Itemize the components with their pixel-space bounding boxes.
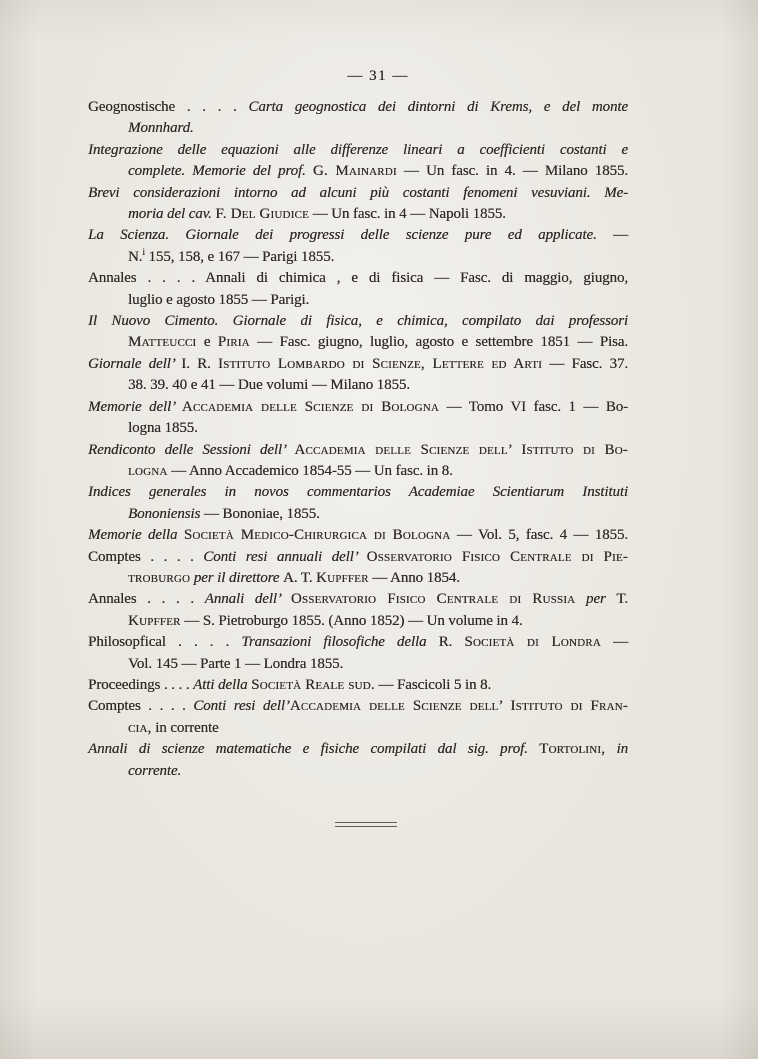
text-segment: Carta geognostica dei dintorni di Krems, e del monte	[248, 99, 628, 115]
entry-line	[88, 418, 628, 439]
bibliography-entry	[88, 739, 628, 782]
bibliography-list	[88, 97, 628, 782]
text-segment: — Bononiae, 1855.	[200, 505, 320, 522]
text-segment: Istituto Lombardo di Scienze, Lettere ed Arti	[217, 355, 543, 372]
entry-line	[88, 440, 628, 461]
bibliography-entry	[88, 440, 628, 483]
text-segment: Piria	[217, 334, 250, 351]
text-segment: Accademia delle Scienze dell’ Istituto di Bo-	[294, 441, 628, 458]
text-segment: A. T.	[283, 569, 317, 586]
text-segment: Transazioni filosofiche della	[241, 634, 439, 651]
entry-line	[88, 675, 628, 696]
text-segment: Annali dell’	[204, 591, 291, 608]
text-segment: Proceedings . . . .	[88, 676, 194, 693]
entry-line	[88, 140, 628, 161]
text-segment: Giornale dell’	[88, 355, 182, 372]
entry-line	[88, 718, 628, 739]
text-segment: Kupffer	[316, 569, 369, 586]
text-segment: — Tomo VI fasc. 1 — Bo-	[439, 398, 628, 415]
text-segment: —	[600, 634, 628, 651]
entry-line	[88, 183, 628, 204]
entry-line	[88, 482, 628, 503]
entry-line	[88, 204, 628, 225]
text-segment: Comptes . . . .	[88, 548, 204, 565]
text-segment: troburgo	[128, 569, 191, 586]
text-segment: logna 1855.	[128, 420, 198, 437]
entry-line	[88, 268, 628, 289]
text-segment: Annales . . . . Annali di chimica , e di fisica — Fasc. di maggio, giugno,	[88, 270, 628, 287]
bibliography-entry	[88, 311, 628, 354]
text-segment: —	[613, 227, 628, 244]
entry-line	[88, 739, 628, 760]
text-segment: Accademia delle Scienze dell’ Istituto di Fran-	[289, 698, 628, 715]
text-segment: Matteucci	[128, 334, 197, 351]
end-divider-double-rule	[335, 822, 397, 827]
text-segment: — Anno 1854.	[368, 569, 460, 586]
text-segment: Comptes . . . .	[88, 698, 194, 715]
text-segment: — Fasc. 37.	[542, 355, 629, 372]
text-segment: R.	[438, 634, 465, 651]
text-segment: Accademia delle Scienze di Bologna	[181, 398, 439, 415]
text-segment: — Un fasc. in 4. — Milano 1855.	[396, 163, 629, 180]
entry-line	[88, 161, 628, 182]
entry-line	[88, 97, 628, 118]
bibliography-entry	[88, 354, 628, 397]
text-segment: Società Medico-Chirurgica di Bologna	[183, 527, 451, 544]
entry-line	[88, 547, 628, 568]
text-segment: Società Reale sud.	[251, 676, 375, 693]
text-segment: moria del cav.	[128, 206, 216, 223]
text-segment: Philosopfical . . . .	[88, 634, 242, 651]
bibliography-entry	[88, 268, 628, 311]
text-segment: Annali di scienze matematiche e fisiche compilati dal sig. prof.	[88, 741, 540, 758]
bibliography-entry	[88, 225, 628, 268]
bibliography-entry	[88, 397, 628, 440]
text-segment: Osservatorio Fisico Centrale di Pie-	[366, 548, 628, 565]
entry-line	[88, 397, 628, 418]
entry-line	[88, 290, 628, 311]
text-segment: I. R.	[181, 355, 218, 372]
text-segment: e	[196, 334, 218, 351]
entry-line	[88, 696, 628, 717]
page-number: — 31 —	[347, 68, 409, 84]
text-segment: cia,	[128, 719, 152, 736]
text-segment: F. Del Giudice	[215, 206, 309, 223]
text-segment: Società di Londra	[464, 634, 601, 651]
text-segment: Monnhard.	[128, 120, 194, 137]
entry-line	[88, 375, 628, 396]
bibliography-entry	[88, 183, 628, 226]
text-segment: 38. 39. 40 e 41 — Due volumi — Milano 1855.	[128, 377, 410, 394]
text-segment: Memorie dell’	[88, 398, 182, 415]
text-segment: complete. Memorie del prof.	[128, 163, 313, 180]
text-segment: per	[575, 591, 617, 608]
bibliography-entry	[88, 675, 628, 696]
text-segment: Kupffer	[128, 612, 181, 629]
text-segment: Indices generales in novos commentarios Academiae Scientiarum Instituti	[88, 484, 628, 501]
text-segment: — Vol. 5, fasc. 4 — 1855.	[450, 527, 628, 544]
entry-line	[88, 332, 628, 353]
entry-line	[88, 354, 628, 375]
text-segment: in corrente	[151, 719, 219, 736]
entry-line	[88, 525, 628, 546]
text-segment: — S. Pietroburgo 1855. (Anno 1852) — Un volume in 4.	[180, 612, 523, 629]
text-segment: Brevi considerazioni intorno ad alcuni più costanti fenomeni vesuviani. Me-	[88, 184, 628, 201]
text-segment: Tortolini,	[539, 741, 606, 758]
entry-line	[88, 568, 628, 589]
entry-line	[88, 225, 628, 246]
entry-line	[88, 589, 628, 610]
text-segment: Rendiconto delle Sessioni dell’	[88, 441, 295, 458]
bibliography-entry	[88, 140, 628, 183]
entry-line	[88, 632, 628, 653]
entry-line	[88, 247, 628, 268]
text-segment: Il Nuovo Cimento. Giornale di fisica, e chimica, compilato dai professori	[88, 313, 628, 330]
text-segment: Conti resi dell’	[193, 698, 290, 715]
text-segment: Bononiensis	[128, 505, 201, 522]
text-segment: Osservatorio Fisico Centrale di Russia	[290, 591, 576, 608]
bibliography-entry	[88, 632, 628, 675]
entry-line	[88, 611, 628, 632]
text-segment: La Scienza. Giornale dei progressi delle scienze pure ed applicate.	[88, 227, 614, 244]
text-segment: T.	[616, 591, 629, 608]
text-segment: G. Mainardi	[312, 163, 397, 180]
text-segment: luglio e agosto 1855 — Parigi.	[128, 291, 310, 308]
text-segment: Conti resi annuali dell’	[203, 548, 367, 565]
text-segment: Integrazione delle equazioni alle differenze lineari a coefficienti costanti e	[88, 141, 628, 158]
text-segment: in	[605, 741, 628, 758]
bibliography-entry	[88, 97, 628, 140]
text-segment: Memorie della	[88, 527, 184, 544]
bibliography-entry	[88, 547, 628, 590]
text-segment: logna	[128, 462, 168, 479]
text-segment: — Fascicoli 5 in 8.	[374, 676, 492, 693]
text-segment: — Un fasc. in 4 — Napoli 1855.	[308, 206, 506, 223]
text-segment: per il direttore	[190, 569, 284, 586]
bibliography-entry	[88, 482, 628, 525]
text-segment: — Anno Accademico 1854-55 — Un fasc. in 8.	[167, 462, 453, 479]
text-segment: Annales . . . .	[88, 591, 205, 608]
entry-line	[88, 761, 628, 782]
text-segment: Atti della	[193, 676, 252, 693]
entry-line	[88, 311, 628, 332]
text-segment: Geognostische . . . .	[88, 99, 249, 115]
bibliography-entry	[88, 589, 628, 632]
bibliography-entry	[88, 696, 628, 739]
text-segment: N.	[128, 248, 143, 265]
bibliography-entry	[88, 525, 628, 546]
text-segment: corrente.	[128, 762, 182, 779]
entry-line	[88, 118, 628, 139]
entry-line	[88, 654, 628, 675]
text-segment: 155, 158, e 167 — Parigi 1855.	[144, 248, 335, 265]
entry-line	[88, 461, 628, 482]
text-segment: Vol. 145 — Parte 1 — Londra 1855.	[128, 655, 344, 672]
text-segment: i	[142, 246, 145, 257]
entry-line	[88, 504, 628, 525]
text-segment: — Fasc. giugno, luglio, agosto e settembre 1851 — Pisa.	[249, 334, 629, 351]
